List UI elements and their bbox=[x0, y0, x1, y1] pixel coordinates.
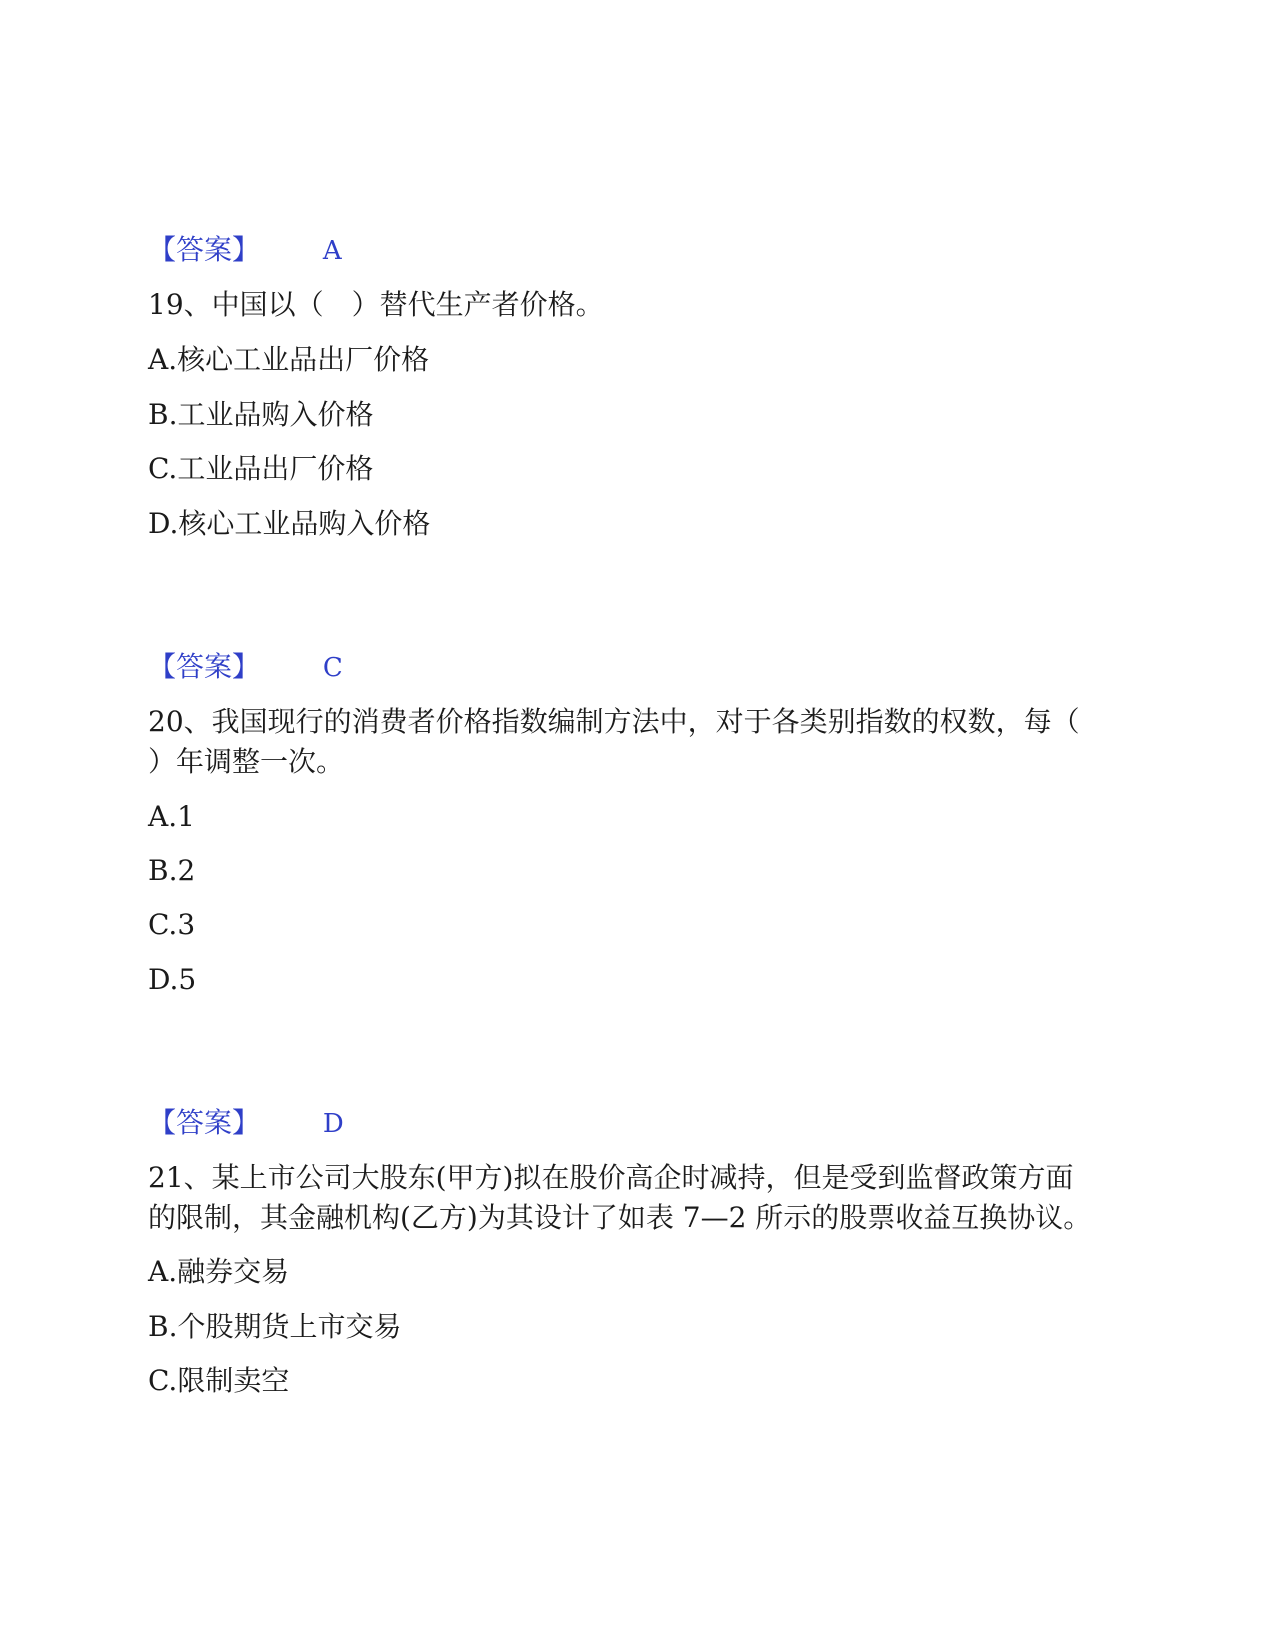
question-20-option-b: B.2 bbox=[148, 854, 196, 887]
question-20-stem-line1: 20、我国现行的消费者价格指数编制方法中，对于各类别指数的权数，每（ bbox=[148, 705, 1080, 738]
question-21-option-b: B.个股期货上市交易 bbox=[148, 1310, 402, 1343]
answer-value: D bbox=[322, 1109, 344, 1139]
question-21-option-a: A.融券交易 bbox=[148, 1255, 290, 1288]
question-20-option-c: C.3 bbox=[148, 908, 196, 941]
question-19-option-d: D.核心工业品购入价格 bbox=[148, 507, 431, 540]
question-20-stem-line2: ）年调整一次。 bbox=[148, 745, 345, 778]
question-21-stem-line1: 21、某上市公司大股东(甲方)拟在股价高企时减持，但是受到监督政策方面 bbox=[148, 1161, 1074, 1194]
question-20-option-d: D.5 bbox=[148, 963, 197, 996]
question-19-stem: 19、中国以（ ）替代生产者价格。 bbox=[148, 288, 604, 321]
answer-row-20 bbox=[148, 1103, 344, 1144]
answer-row-18 bbox=[148, 230, 342, 271]
question-19-option-a: A.核心工业品出厂价格 bbox=[148, 343, 430, 376]
question-19-option-c: C.工业品出厂价格 bbox=[148, 452, 374, 485]
question-21-stem-line2: 的限制，其金融机构(乙方)为其设计了如表 7—2 所示的股票收益互换协议。 bbox=[148, 1201, 1092, 1234]
answer-value: A bbox=[322, 236, 342, 266]
answer-label: 【答案】 bbox=[148, 233, 261, 266]
answer-label: 【答案】 bbox=[148, 1106, 261, 1139]
question-21-option-c: C.限制卖空 bbox=[148, 1364, 290, 1397]
answer-row-19 bbox=[148, 647, 343, 688]
question-20-option-a: A.1 bbox=[148, 800, 195, 833]
answer-label: 【答案】 bbox=[148, 650, 261, 683]
question-19-option-b: B.工业品购入价格 bbox=[148, 398, 374, 431]
answer-value: C bbox=[322, 653, 343, 683]
